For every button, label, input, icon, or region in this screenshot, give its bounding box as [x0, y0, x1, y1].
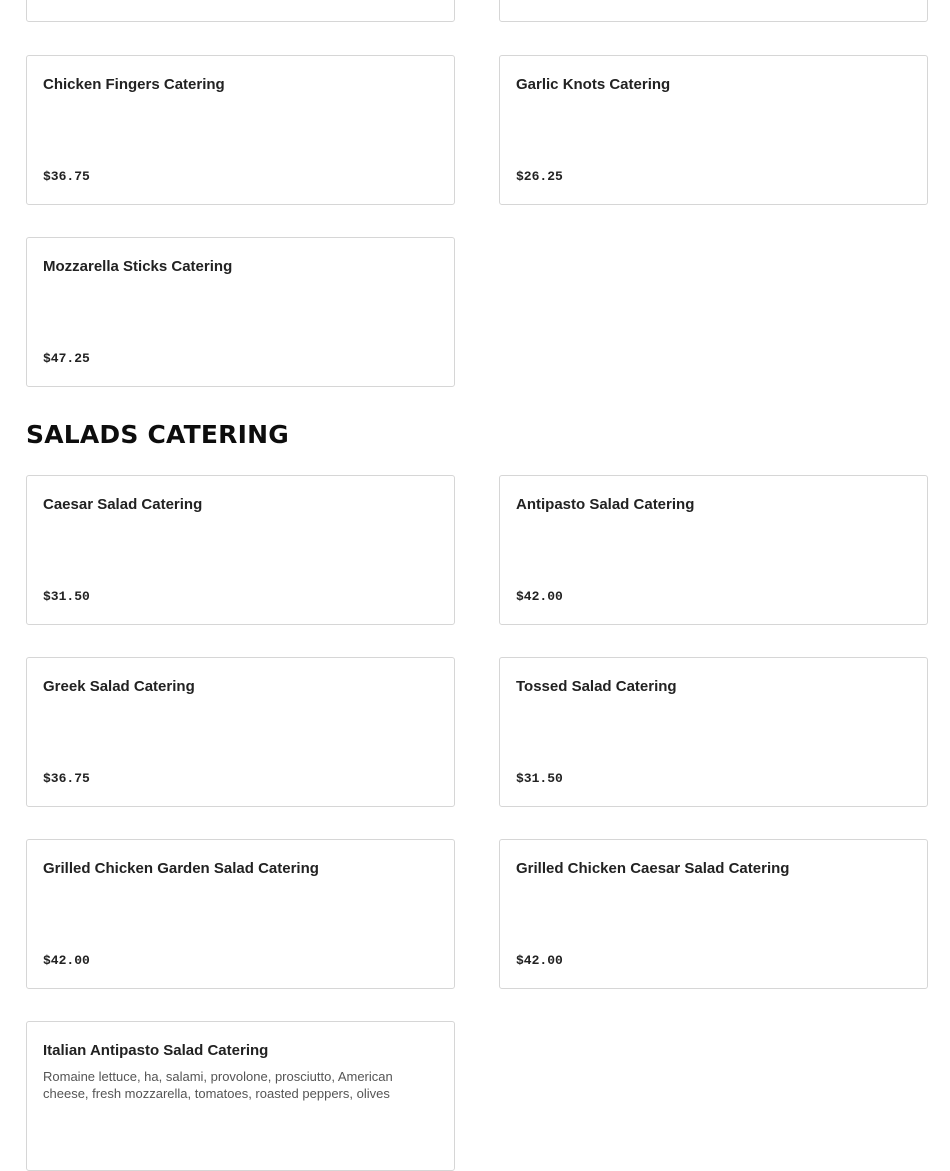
menu-item-card[interactable] — [499, 475, 928, 625]
menu-item-price: $31.50 — [516, 771, 563, 786]
menu-item-card[interactable] — [26, 839, 455, 989]
menu-item-price: $42.00 — [43, 953, 90, 968]
menu-item-card[interactable] — [26, 475, 455, 625]
menu-item-price: $47.25 — [43, 351, 90, 366]
menu-item-price: $36.75 — [43, 771, 90, 786]
menu-item-price: $42.00 — [516, 589, 563, 604]
menu-item-description: Romaine lettuce, ha, salami, provolone, prosciutto, American cheese, fresh mozzarella, tomatoes, roasted peppers, olives — [43, 1069, 393, 1101]
menu-item-card[interactable] — [499, 657, 928, 807]
menu-item-name: Grilled Chicken Garden Salad Catering — [43, 860, 319, 877]
menu-item-card[interactable] — [26, 657, 455, 807]
menu-item-card[interactable] — [26, 237, 455, 387]
menu-item-price: $42.00 — [516, 953, 563, 968]
menu-item-name: Garlic Knots Catering — [516, 76, 671, 93]
menu-item-price: $31.50 — [43, 589, 90, 604]
menu-item-price: $36.75 — [43, 169, 90, 184]
menu-item-name: Mozzarella Sticks Catering — [43, 258, 233, 275]
menu-item-price — [516, 0, 563, 1]
menu-item-price: $26.25 — [516, 169, 563, 184]
menu-item-price — [43, 0, 90, 1]
menu-item-card[interactable] — [499, 55, 928, 205]
menu-item-name: Chicken Fingers Catering — [43, 76, 225, 93]
menu-item-name: Greek Salad Catering — [43, 678, 195, 695]
menu-item-card[interactable] — [26, 55, 455, 205]
menu-item-name: Grilled Chicken Caesar Salad Catering — [516, 860, 790, 877]
menu-item-card[interactable] — [499, 839, 928, 989]
menu-item-name: Caesar Salad Catering — [43, 496, 203, 513]
menu-item-name: Italian Antipasto Salad Catering — [43, 1042, 269, 1059]
menu-item-card[interactable] — [26, 0, 455, 22]
menu-item-name: Tossed Salad Catering — [516, 678, 677, 695]
menu-item-name: Antipasto Salad Catering — [516, 496, 695, 513]
menu-item-card[interactable] — [499, 0, 928, 22]
section-title: SALADS CATERING — [26, 420, 289, 449]
menu-item-card[interactable] — [26, 1021, 455, 1171]
